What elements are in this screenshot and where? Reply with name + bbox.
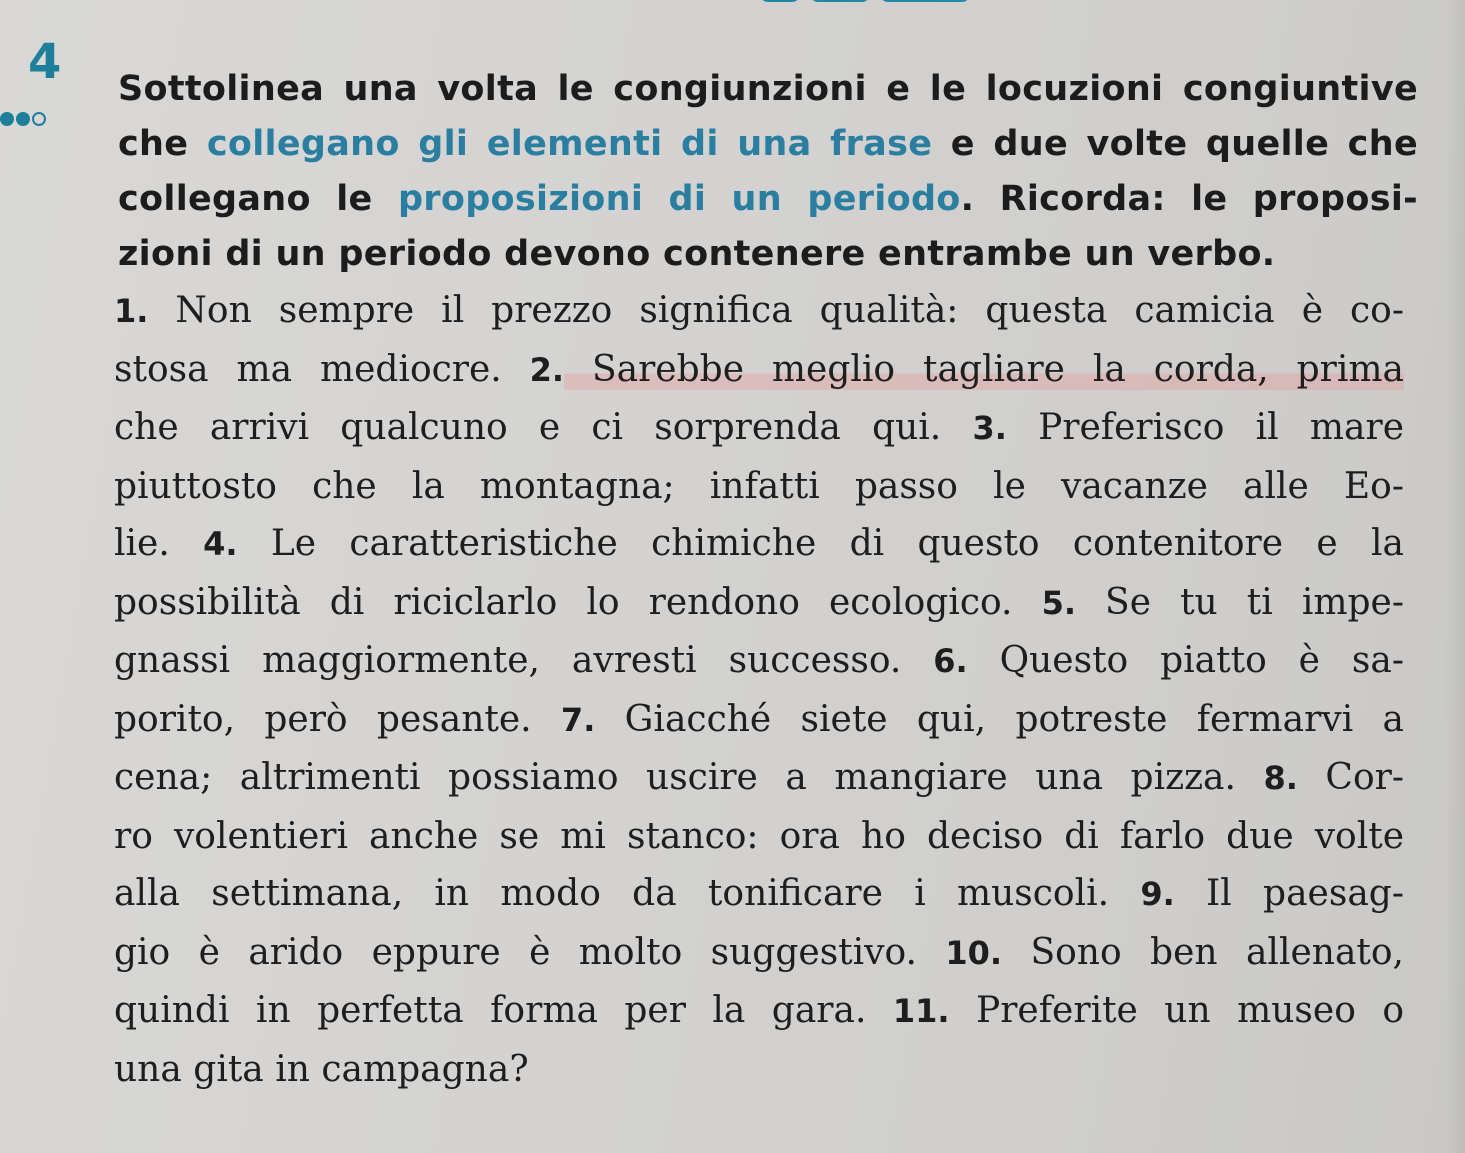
highlighted-term: collegano gli elementi di una frase bbox=[206, 124, 933, 164]
text-line: lie. 4. Le caratteristiche chimiche di questo contenitore e la bbox=[114, 523, 1404, 564]
sentence-number: 1. bbox=[114, 292, 149, 330]
sentence-number: 10. bbox=[945, 933, 1003, 972]
text-line: piuttosto che la montagna; infatti passo le vacanze alle Eo- bbox=[114, 465, 1404, 507]
instruction-line: che collegano gli elementi di una frase e due volte quelle che bbox=[118, 124, 1418, 164]
sentence-number: 6. bbox=[933, 642, 968, 680]
instruction-line: collegano le proposizioni di un periodo. Ricorda: le proposi- bbox=[118, 179, 1418, 219]
exercise-instruction bbox=[118, 62, 1418, 282]
exercise-number: 4 bbox=[28, 34, 62, 90]
text-line: una gita in campagna? bbox=[114, 1048, 529, 1090]
difficulty-indicator bbox=[0, 112, 46, 126]
sentence-number: 3. bbox=[972, 409, 1007, 447]
text-line: ro volentieri anche se mi stanco: ora ho deciso di farlo due volte bbox=[114, 815, 1404, 857]
instruction-line: Sottolinea una volta le congiunzioni e le locuzioni congiuntive bbox=[118, 69, 1418, 109]
text-line: 1. Non sempre il prezzo significa qualità: questa camicia è co- bbox=[114, 290, 1404, 331]
exercise-sentences bbox=[114, 282, 1404, 1098]
sentence-number: 11. bbox=[892, 992, 950, 1030]
text-line: gnassi maggiormente, avresti successo. 6. Questo piatto è sa- bbox=[114, 640, 1404, 681]
text-line: cena; altrimenti possiamo uscire a mangiare una pizza. 8. Cor- bbox=[114, 757, 1404, 798]
difficulty-dot-filled-icon bbox=[16, 112, 30, 126]
text-line: porito, però pesante. 7. Giacché siete qui, potreste fermarvi a bbox=[114, 698, 1404, 740]
sentence-number: 5. bbox=[1041, 583, 1076, 622]
text-line: quindi in perfetta forma per la gara. 11. Preferite un museo o bbox=[114, 990, 1405, 1031]
difficulty-dot-empty-icon bbox=[32, 112, 46, 126]
text-line: che arrivi qualcuno e ci sorprenda qui. 3. Preferisco il mare bbox=[114, 407, 1404, 448]
sentence-number: 2. bbox=[529, 350, 565, 389]
text-line: gio è arido eppure è molto suggestivo. 10. Sono ben allenato, bbox=[114, 931, 1404, 973]
text-line: stosa ma mediocre. 2. Sarebbe meglio tagliare la corda, prima bbox=[114, 348, 1404, 390]
text-line: alla settimana, in modo da tonificare i muscoli. 9. Il paesag- bbox=[114, 873, 1404, 914]
page-edge-shadow bbox=[1445, 0, 1465, 1153]
sentence-number: 9. bbox=[1140, 875, 1175, 913]
difficulty-dot-filled-icon bbox=[0, 112, 14, 126]
sentence-number: 8. bbox=[1263, 759, 1298, 797]
text-line: possibilità di riciclarlo lo rendono ecologico. 5. Se tu ti impe- bbox=[114, 581, 1404, 623]
highlighted-term: proposizioni di un periodo bbox=[397, 179, 961, 219]
sentence-number: 4. bbox=[203, 525, 238, 563]
sentence-number: 7. bbox=[560, 700, 596, 739]
cropped-heading-fragment bbox=[760, 0, 1020, 6]
instruction-line: zioni di un periodo devono contenere entrambe un verbo. bbox=[118, 234, 1276, 274]
